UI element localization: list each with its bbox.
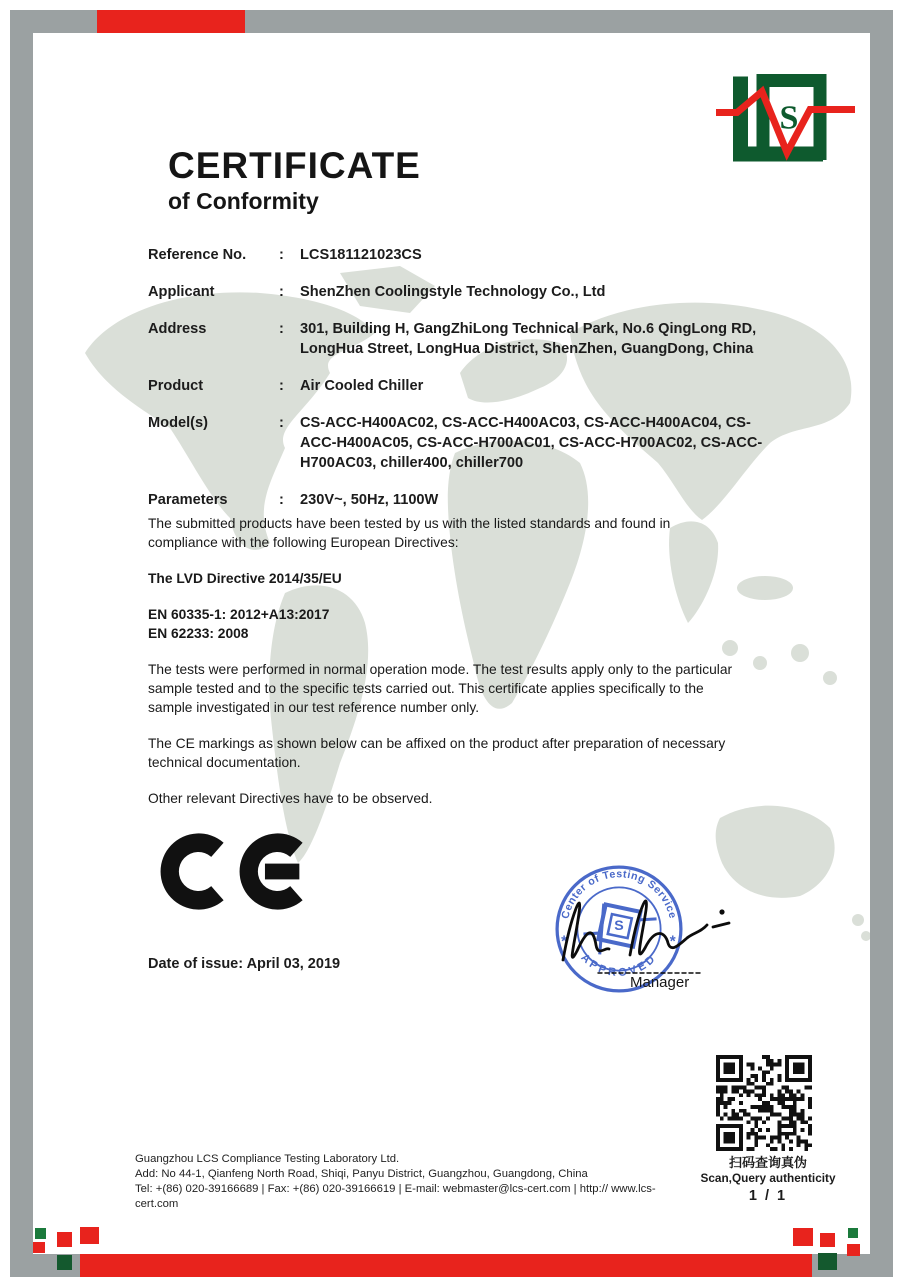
field-colon: : xyxy=(279,321,284,337)
field-row-reference xyxy=(148,245,788,265)
field-value: 230V~, 50Hz, 1100W xyxy=(300,492,439,508)
field-colon: : xyxy=(279,492,284,508)
footer-contact: Tel: +(86) 020-39166689 | Fax: +(86) 020-39166619 | E-mail: webmaster@lcs-cert.com | http:// www.lcs-cert.com xyxy=(135,1183,656,1210)
field-row-address xyxy=(148,319,788,359)
footer-address: Add: No 44-1, Qianfeng North Road, Shiqi, Panyu District, Guangzhou, Guangdong, China xyxy=(135,1168,588,1180)
corner-decor-square xyxy=(848,1228,858,1238)
field-row-parameters xyxy=(148,490,788,510)
frame-top-red-accent xyxy=(97,10,245,33)
corner-decor-square xyxy=(57,1232,72,1247)
footer xyxy=(135,1152,695,1212)
date-of-issue: Date of issue: April 03, 2019 xyxy=(148,956,341,972)
field-colon: : xyxy=(279,378,284,394)
stamp-arc-bottom-text: APPROVED xyxy=(578,951,660,980)
corner-decor-square xyxy=(847,1244,860,1256)
corner-decor-square xyxy=(820,1233,835,1247)
stamp-star-left: * xyxy=(561,933,568,951)
lcs-logo xyxy=(712,64,862,172)
corner-decor-square xyxy=(57,1255,72,1270)
signer-role-label: Manager xyxy=(630,974,690,991)
intro-paragraph: The submitted products have been tested by us with the listed standards and found in compliance with the following European Directives: xyxy=(148,516,671,550)
field-value: 301, Building H, GangZhiLong Technical Park, No.6 QingLong RD, LongHua Street, LongHua District, ShenZhen, GuangDong, China xyxy=(300,321,757,357)
stamp-arc-top-text: Center of Testing Service xyxy=(559,868,679,921)
corner-decor-square xyxy=(35,1228,46,1239)
page-indicator: 1 / 1 xyxy=(748,1188,788,1204)
corner-decor-square xyxy=(33,1242,45,1253)
field-value: LCS181121023CS xyxy=(300,247,422,263)
stamp-logo-letter: S xyxy=(614,918,624,935)
corner-decor-square xyxy=(793,1228,813,1246)
footer-company: Guangzhou LCS Compliance Testing Laboratory Ltd. xyxy=(135,1153,400,1165)
directive-line: The LVD Directive 2014/35/EU xyxy=(148,571,342,586)
field-row-models xyxy=(148,413,788,473)
certificate-subtitle: of Conformity xyxy=(168,188,319,214)
field-label: Product xyxy=(148,378,204,394)
corner-decor-square xyxy=(818,1253,837,1270)
field-label: Applicant xyxy=(148,284,215,300)
field-label: Model(s) xyxy=(148,415,208,431)
manager-signature xyxy=(535,855,765,990)
standard-line: EN 62233: 2008 xyxy=(148,626,249,641)
field-colon: : xyxy=(279,247,284,263)
qr-caption-chinese: 扫码查询真伪 xyxy=(728,1155,807,1170)
field-row-applicant xyxy=(148,282,788,302)
stamp-star-right: * xyxy=(669,933,676,951)
qr-captions xyxy=(688,1155,848,1204)
field-row-product xyxy=(148,376,788,396)
ce-marking xyxy=(146,814,304,929)
field-label: Address xyxy=(148,321,207,337)
field-colon: : xyxy=(279,284,284,300)
field-value: Air Cooled Chiller xyxy=(300,378,424,394)
other-directives-paragraph: Other relevant Directives have to be observed. xyxy=(148,791,433,806)
frame-bottom-red-accent xyxy=(80,1254,812,1277)
field-label: Reference No. xyxy=(148,247,247,263)
certificate-body xyxy=(148,514,736,825)
certificate-fields xyxy=(148,245,788,527)
qr-caption-english: Scan,Query authenticity xyxy=(700,1171,836,1185)
standard-line: EN 60335-1: 2012+A13:2017 xyxy=(148,607,330,622)
field-colon: : xyxy=(279,415,284,431)
field-value: CS-ACC-H400AC02, CS-ACC-H400AC03, CS-ACC-H400AC04, CS-ACC-H400AC05, CS-ACC-H700AC01, CS-ACC-H700AC02, CS-ACC-H700AC03, chiller400, chiller700 xyxy=(300,415,763,471)
field-value: ShenZhen Coolingstyle Technology Co., Ltd xyxy=(300,284,606,300)
ce-paragraph: The CE markings as shown below can be affixed on the product after preparation of necessary technical documentation. xyxy=(148,736,726,770)
standards-block xyxy=(148,605,736,643)
corner-decor-square xyxy=(80,1227,99,1244)
qr-code xyxy=(716,1055,812,1151)
field-label: Parameters xyxy=(148,492,228,508)
qr-code-image xyxy=(716,1055,812,1151)
logo-letter-s: S xyxy=(779,99,799,137)
frame-right-bar xyxy=(870,10,893,1277)
tests-paragraph: The tests were performed in normal operation mode. The test results apply only to the particular sample tested and to the specific tests carried out. This certificate applies specifically to the sample investigated in our test reference number only. xyxy=(148,662,733,715)
certificate-title: CERTIFICATE xyxy=(168,145,421,186)
frame-left-bar xyxy=(10,10,33,1277)
title-block xyxy=(168,146,421,215)
